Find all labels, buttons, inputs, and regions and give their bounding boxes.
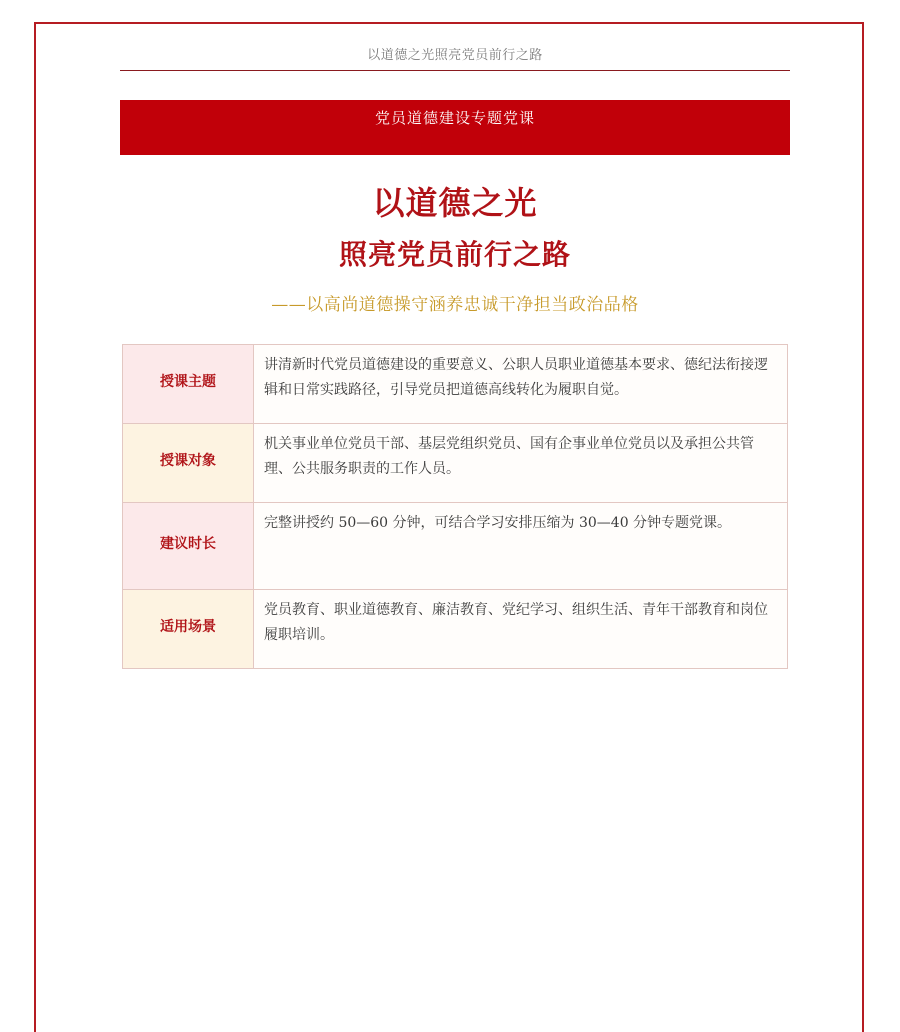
table-row	[123, 503, 788, 590]
page-title-line-1: 以道德之光	[372, 184, 538, 222]
row-label-scenario: 适用场景	[123, 590, 254, 669]
row-label-audience: 授课对象	[123, 424, 254, 503]
course-info-table	[122, 344, 788, 669]
page-title-line-2: 照亮党员前行之路	[338, 238, 571, 271]
running-header: 以道德之光照亮党员前行之路	[367, 48, 543, 63]
row-label-topic: 授课主题	[123, 345, 254, 424]
row-content-audience: 机关事业单位党员干部、基层党组织党员、国有企事业单位党员以及承担公共管理、公共服务职责的工作人员。	[254, 424, 788, 503]
table-row	[123, 590, 788, 669]
row-label-duration: 建议时长	[123, 503, 254, 590]
header-divider	[120, 70, 790, 71]
table-row	[123, 345, 788, 424]
row-content-scenario: 党员教育、职业道德教育、廉洁教育、党纪学习、组织生活、青年干部教育和岗位履职培训。	[254, 590, 788, 669]
page-subtitle: ——以高尚道德操守涵养忠诚干净担当政治品格	[271, 295, 639, 315]
table-row	[123, 424, 788, 503]
row-content-duration: 完整讲授约 50—60 分钟，可结合学习安排压缩为 30—40 分钟专题党课。	[254, 503, 788, 590]
row-content-topic: 讲清新时代党员道德建设的重要意义、公职人员职业道德基本要求、德纪法衔接逻辑和日常实践路径，引导党员把道德高线转化为履职自觉。	[254, 345, 788, 424]
section-banner: 党员道德建设专题党课	[120, 100, 790, 155]
